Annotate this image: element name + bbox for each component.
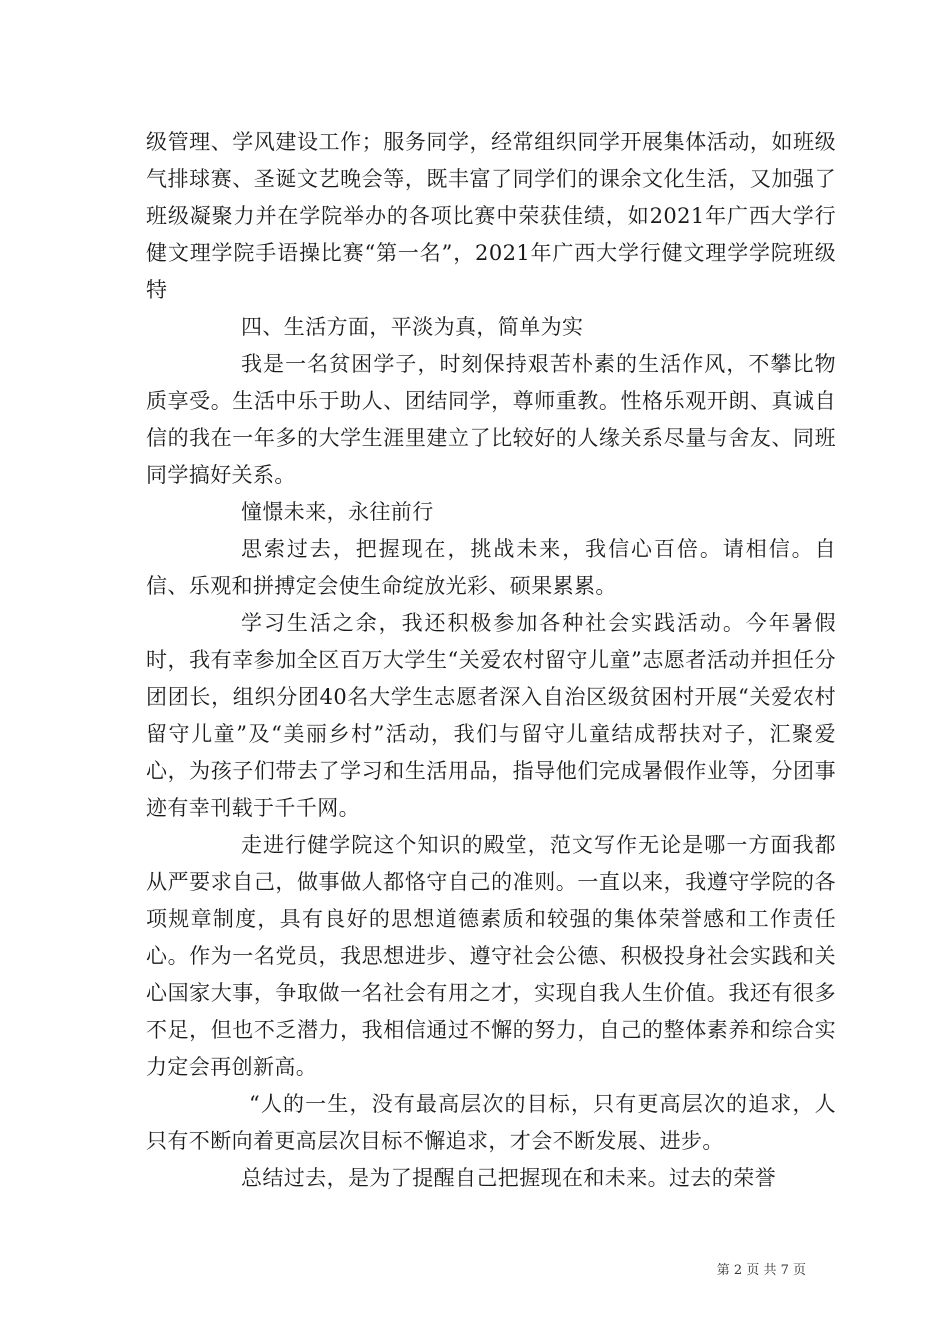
- paragraph-6-quote: “人的一生，没有最高层次的目标，只有更高层次的追求，人只有不断向着更高层次目标不懈追求，才会不断发展、进步。: [146, 1092, 836, 1153]
- paragraph-7: 总结过去，是为了提醒自己把握现在和未来。过去的荣誉: [241, 1166, 776, 1190]
- page-number-footer: 第 2 页 共 7 页: [716, 1263, 806, 1278]
- paragraph-2: 我是一名贫困学子，时刻保持艰苦朴素的生活作风，不攀比物质享受。生活中乐于助人、团结同学，尊师重教。性格乐观开朗、真诚自信的我在一年多的大学生涯里建立了比较好的人缘关系尽量与舍友、同班同学搞好关系。: [146, 352, 836, 487]
- section-heading-life: 四、生活方面，平淡为真，简单为实: [241, 315, 584, 339]
- paragraph-4: 学习生活之余，我还积极参加各种社会实践活动。今年暑假时，我有幸参加全区百万大学生“关爱农村留守儿童”志愿者活动并担任分团团长，组织分团40名大学生志愿者深入自治区级贫困村开展“关爱农村留守儿童”及“美丽乡村”活动，我们与留守儿童结成帮扶对子，汇聚爱心，为孩子们带去了学习和生活用品，指导他们完成暑假作业等，分团事迹有幸刊载于千千网。: [146, 611, 836, 820]
- paragraph-1: 级管理、学风建设工作；服务同学，经常组织同学开展集体活动，如班级气排球赛、圣诞文艺晚会等，既丰富了同学们的课余文化生活，又加强了班级凝聚力并在学院举办的各项比赛中荣获佳绩，如2021年广西大学行健文理学院手语操比赛“第一名”，2021年广西大学行健文理学学院班级特: [146, 130, 836, 302]
- paragraph-3: 思索过去，把握现在，挑战未来，我信心百倍。请相信。自信、乐观和拼搏定会使生命绽放光彩、硕果累累。: [146, 537, 836, 598]
- document-body: [146, 124, 836, 1197]
- subheading-future: 憧憬未来，永往前行: [241, 500, 434, 524]
- paragraph-5: 走进行健学院这个知识的殿堂，范文写作无论是哪一方面我都从严要求自己，做事做人都恪守自己的准则。一直以来，我遵守学院的各项规章制度，具有良好的思想道德素质和较强的集体荣誉感和工作责任心。作为一名党员，我思想进步、遵守社会公德、积极投身社会实践和关心国家大事，争取做一名社会有用之才，实现自我人生价值。我还有很多不足，但也不乏潜力，我相信通过不懈的努力，自己的整体素养和综合实力定会再创新高。: [146, 833, 836, 1079]
